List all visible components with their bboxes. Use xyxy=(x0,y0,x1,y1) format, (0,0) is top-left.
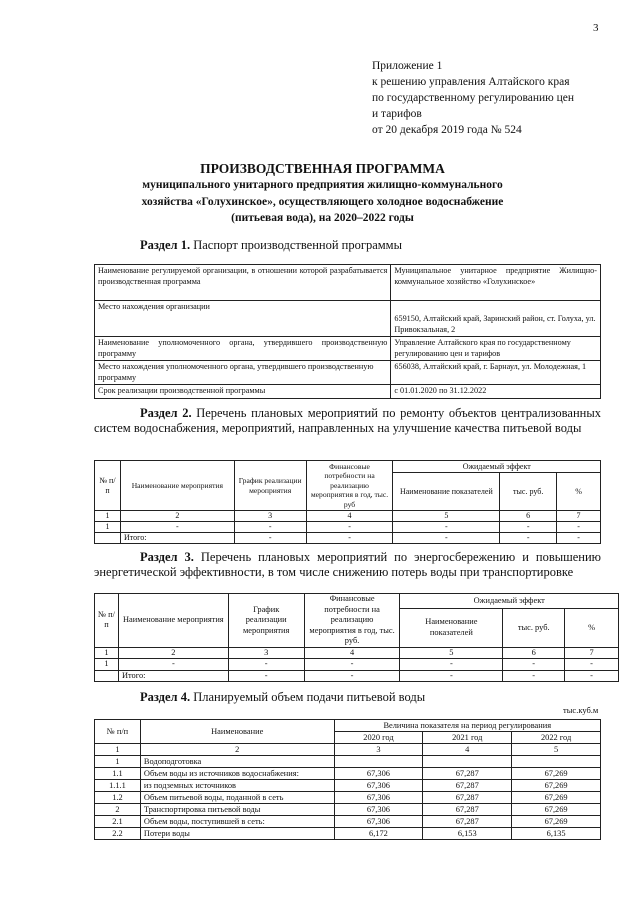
table-cell: 1.2 xyxy=(95,792,141,804)
table-cell: 2 xyxy=(140,744,334,756)
header-cell: Финансовые потребности на реализацию мероприятия в год, тыс. руб. xyxy=(304,594,400,648)
table-cell: Потери воды xyxy=(140,828,334,840)
table-cell: 2.1 xyxy=(95,816,141,828)
document-title xyxy=(100,160,545,227)
table-cell: 1 xyxy=(95,511,121,522)
table-cell: - xyxy=(557,533,601,544)
table-cell: 4 xyxy=(304,647,400,659)
table-cell: Место нахождения организации xyxy=(95,301,391,337)
table-cell: 3 xyxy=(234,511,306,522)
table-row xyxy=(95,522,601,533)
table-cell: Срок реализации производственной программы xyxy=(95,385,391,399)
header-cell: Величина показателя на период регулирования xyxy=(334,720,600,732)
section1-heading xyxy=(140,238,402,253)
header-cell: Наименование xyxy=(140,720,334,744)
title-line: хозяйства «Голухинское», осуществляющего холодное водоснабжение xyxy=(141,195,504,208)
table-cell xyxy=(95,670,119,682)
table-cell: 1 xyxy=(95,522,121,533)
section-number: Раздел 4. xyxy=(140,690,191,704)
table-cell: - xyxy=(565,659,619,671)
table-row xyxy=(95,792,601,804)
table-row xyxy=(95,337,601,361)
section-title: Планируемый объем подачи питьевой воды xyxy=(193,690,426,704)
table-cell: 7 xyxy=(557,511,601,522)
table-cell: - xyxy=(306,533,393,544)
table-row xyxy=(95,659,619,671)
table-cell xyxy=(334,756,423,768)
table-cell: Наименование регулируемой организации, в отношении которой разрабатывается производственная программа xyxy=(95,265,391,301)
header-cell: Финансовые потребности на реализацию мероприятия в год, тыс. руб xyxy=(306,461,393,511)
page-number: 3 xyxy=(593,22,599,34)
table-header-row xyxy=(95,720,601,732)
table-cell: 4 xyxy=(423,744,512,756)
repair-measures-table xyxy=(94,460,601,544)
energy-measures-table xyxy=(94,593,619,682)
unit-label: тыс.куб.м xyxy=(563,705,599,715)
table-cell: 67,306 xyxy=(334,816,423,828)
table-cell: - xyxy=(306,522,393,533)
appendix-line: Приложение 1 xyxy=(372,60,443,72)
table-cell: - xyxy=(228,670,304,682)
table-cell: - xyxy=(400,670,503,682)
header-cell: % xyxy=(557,473,601,511)
table-cell: Итого: xyxy=(118,670,228,682)
table-row xyxy=(95,756,601,768)
table-cell: - xyxy=(400,659,503,671)
table-cell: 6,153 xyxy=(423,828,512,840)
table-cell: Наименование уполномоченного органа, утвердившего производственную программу xyxy=(95,337,391,361)
section-title: Перечень плановых мероприятий по ремонту объектов централизованных систем водоснабжения, мероприятий, направленных на улучшение качества питьевой воды xyxy=(94,406,601,435)
table-cell: 6 xyxy=(503,647,565,659)
table-row xyxy=(95,828,601,840)
water-volume-table xyxy=(94,719,601,840)
section3-heading xyxy=(94,550,601,580)
table-cell: с 01.01.2020 по 31.12.2022 xyxy=(391,385,601,399)
title-line: (питьевая вода), на 2020–2022 годы xyxy=(231,212,414,224)
appendix-line: к решению управления Алтайского края xyxy=(372,76,570,88)
table-row xyxy=(95,780,601,792)
table-cell: - xyxy=(557,522,601,533)
header-cell: Наименование показателей xyxy=(393,473,500,511)
header-cell: 2022 год xyxy=(512,732,601,744)
table-cell: 67,287 xyxy=(423,780,512,792)
table-row xyxy=(95,804,601,816)
table-cell: 67,287 xyxy=(423,792,512,804)
table-cell: 67,269 xyxy=(512,792,601,804)
table-cell: 67,269 xyxy=(512,768,601,780)
table-cell: - xyxy=(228,659,304,671)
table-cell: 1 xyxy=(95,647,119,659)
appendix-line: и тарифов xyxy=(372,108,422,120)
header-cell: 2020 год xyxy=(334,732,423,744)
table-cell: - xyxy=(500,522,557,533)
table-cell: 67,287 xyxy=(423,816,512,828)
header-cell: Наименование мероприятия xyxy=(120,461,234,511)
table-cell: 67,269 xyxy=(512,804,601,816)
table-cell: Транспортировка питьевой воды xyxy=(140,804,334,816)
table-cell: - xyxy=(304,659,400,671)
table-cell: 67,306 xyxy=(334,780,423,792)
table-row xyxy=(95,744,601,756)
table-cell: Объем воды из источников водоснабжения: xyxy=(140,768,334,780)
table-cell: - xyxy=(118,659,228,671)
table-cell: 1 xyxy=(95,756,141,768)
table-cell: - xyxy=(234,533,306,544)
table-cell: Объем питьевой воды, поданной в сеть xyxy=(140,792,334,804)
header-cell: Ожидаемый эффект xyxy=(393,461,601,473)
table-cell: из подземных источников xyxy=(140,780,334,792)
table-row xyxy=(95,647,619,659)
table-cell: 2.2 xyxy=(95,828,141,840)
table-cell: 67,306 xyxy=(334,768,423,780)
table-cell: 67,287 xyxy=(423,768,512,780)
table-cell: 6,172 xyxy=(334,828,423,840)
table-cell: - xyxy=(503,670,565,682)
table-cell: 656038, Алтайский край, г. Барнаул, ул. Молодежная, 1 xyxy=(391,361,601,385)
appendix-header xyxy=(372,58,607,138)
header-cell: Наименование показателей xyxy=(400,609,503,647)
table-cell: 6 xyxy=(500,511,557,522)
table-cell: 67,269 xyxy=(512,780,601,792)
table-cell: - xyxy=(565,670,619,682)
table-cell: Управление Алтайского края по государственному регулированию цен и тарифов xyxy=(391,337,601,361)
table-cell: - xyxy=(500,533,557,544)
table-cell: 2 xyxy=(120,511,234,522)
header-cell: тыс. руб. xyxy=(500,473,557,511)
header-cell: График реализации мероприятия xyxy=(234,461,306,511)
table-row xyxy=(95,385,601,399)
table-cell: - xyxy=(234,522,306,533)
table-cell: 67,306 xyxy=(334,792,423,804)
table-cell: 1.1.1 xyxy=(95,780,141,792)
header-cell: 2021 год xyxy=(423,732,512,744)
header-cell: % xyxy=(565,609,619,647)
section2-heading xyxy=(94,406,601,436)
table-row xyxy=(95,533,601,544)
table-cell: 67,287 xyxy=(423,804,512,816)
table-cell: - xyxy=(120,522,234,533)
table-cell: - xyxy=(503,659,565,671)
table-cell: 3 xyxy=(228,647,304,659)
title-line: муниципального унитарного предприятия жилищно-коммунального xyxy=(142,179,503,191)
table-row xyxy=(95,301,601,337)
table-cell: 1.1 xyxy=(95,768,141,780)
table-cell: Водоподготовка xyxy=(140,756,334,768)
header-cell: тыс. руб. xyxy=(503,609,565,647)
section4-heading xyxy=(140,690,425,705)
table-header-row xyxy=(95,461,601,473)
table-cell: 2 xyxy=(118,647,228,659)
passport-table xyxy=(94,264,601,399)
appendix-line: по государственному регулированию цен xyxy=(372,92,575,104)
table-cell: 5 xyxy=(512,744,601,756)
table-cell: - xyxy=(393,533,500,544)
table-cell: 6,135 xyxy=(512,828,601,840)
table-cell: 1 xyxy=(95,744,141,756)
table-cell: 67,306 xyxy=(334,804,423,816)
header-cell: № п/п xyxy=(95,720,141,744)
table-cell: - xyxy=(304,670,400,682)
header-cell: № п/п xyxy=(95,461,121,511)
table-cell: 4 xyxy=(306,511,393,522)
table-row xyxy=(95,265,601,301)
table-cell: Муниципальное унитарное предприятие Жилищно-коммунальное хозяйство «Голухинское» xyxy=(391,265,601,301)
table-cell xyxy=(423,756,512,768)
header-cell: График реализации мероприятия xyxy=(228,594,304,648)
table-cell: 659150, Алтайский край, Заринский район, ст. Голуха, ул. Привокзальная, 2 xyxy=(391,301,601,337)
header-cell: № п/п xyxy=(95,594,119,648)
table-cell: Объем воды, поступившей в сеть: xyxy=(140,816,334,828)
section-title: Перечень плановых мероприятий по энергосбережению и повышению энергетической эффективности, в том числе снижению потерь воды при транспортировке xyxy=(94,550,602,579)
table-row xyxy=(95,361,601,385)
table-row xyxy=(95,511,601,522)
section-number: Раздел 2. xyxy=(140,406,192,420)
header-cell: Наименование мероприятия xyxy=(118,594,228,648)
table-cell: 5 xyxy=(393,511,500,522)
table-cell: 3 xyxy=(334,744,423,756)
table-cell: 1 xyxy=(95,659,119,671)
table-row xyxy=(95,670,619,682)
appendix-line: от 20 декабря 2019 года № 524 xyxy=(372,124,522,136)
section-number: Раздел 1. xyxy=(140,238,191,252)
table-cell: 67,269 xyxy=(512,816,601,828)
title-main: ПРОИЗВОДСТВЕННАЯ ПРОГРАММА xyxy=(200,161,445,176)
table-cell: 7 xyxy=(565,647,619,659)
table-cell: Место нахождения уполномоченного органа, утвердившего производственную программу xyxy=(95,361,391,385)
table-cell: 2 xyxy=(95,804,141,816)
table-cell xyxy=(512,756,601,768)
table-cell xyxy=(95,533,121,544)
section-title: Паспорт производственной программы xyxy=(193,238,402,252)
table-cell: 5 xyxy=(400,647,503,659)
table-header-row xyxy=(95,594,619,609)
table-row xyxy=(95,816,601,828)
table-cell: Итого: xyxy=(120,533,234,544)
header-cell: Ожидаемый эффект xyxy=(400,594,619,609)
table-cell: - xyxy=(393,522,500,533)
section-number: Раздел 3. xyxy=(140,550,194,564)
table-row xyxy=(95,768,601,780)
